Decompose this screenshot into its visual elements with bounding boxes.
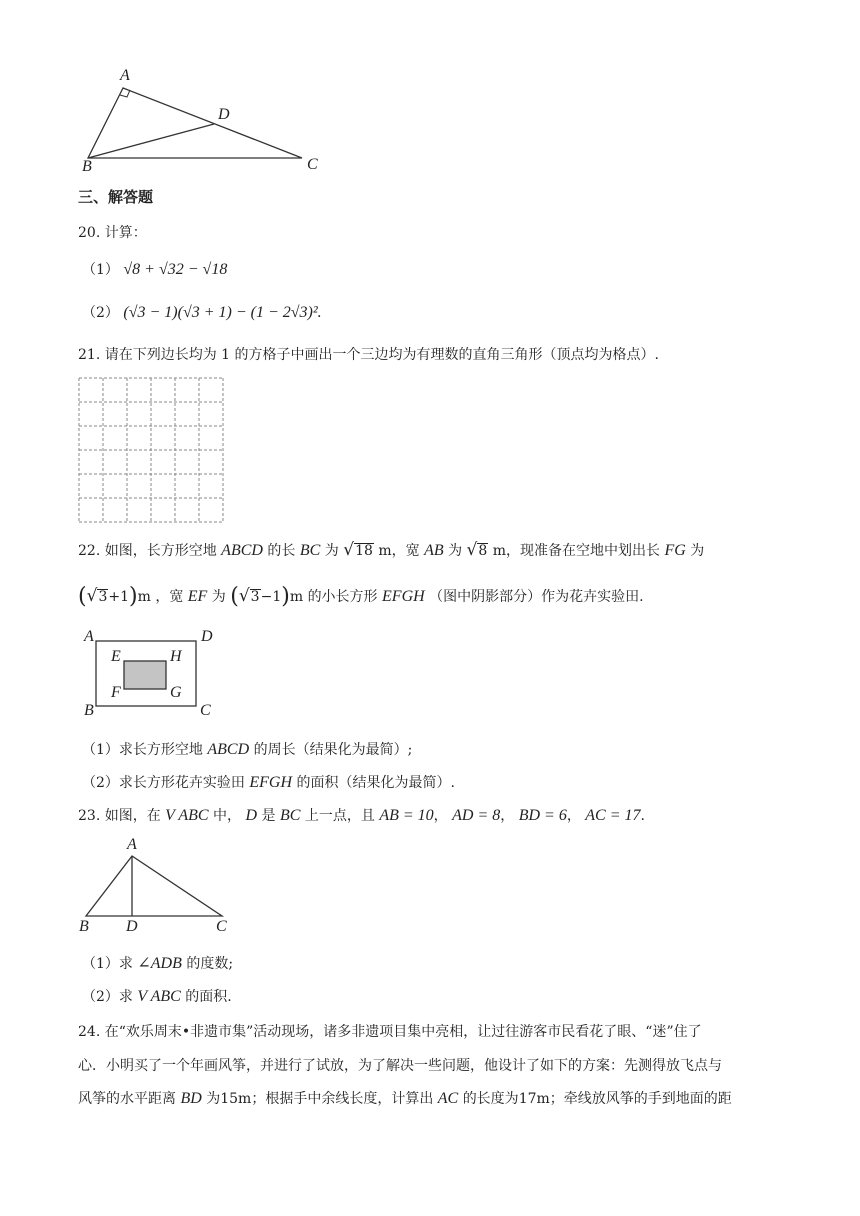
q22-label-h: H [170, 648, 182, 665]
q22-part1-label: （1）求长方形空地 [82, 742, 203, 758]
q23-part1 [82, 953, 233, 973]
q20-part1 [82, 259, 227, 279]
q20-stem: 20. 计算： [78, 225, 147, 241]
q23-bd-eq: BD = 6 [518, 807, 567, 824]
q22-unit: m [289, 589, 304, 605]
q22-abcd: ABCD [221, 542, 263, 559]
q23-part2-tail: 的面积. [185, 989, 232, 1005]
q22-text: 22. 如图，长方形空地 [78, 543, 217, 559]
q22-ab: AB [424, 542, 444, 559]
q24-17m: 17m [518, 1091, 550, 1107]
q22-line1: 22. 如图，长方形空地 ABCD 的长 BC 为 √18 m，宽 AB 为 √8 m，现准备在空地中划出长 FG 为 [78, 540, 705, 560]
q24-line3 [78, 1088, 732, 1108]
q23-text: 上一点，且 [304, 808, 375, 824]
q22-text: −1 [260, 589, 282, 605]
q24-text: ；根据手中余线长度，计算出 [251, 1091, 434, 1107]
q20-part2-expr: (√3 − 1)(√3 + 1) − (1 − 2√3)². [123, 304, 322, 321]
q22-text: ，现准备在空地中划出长 [506, 543, 661, 559]
q21-text: 21. 请在下列边长均为 1 的方格子中画出一个三边均为有理数的直角三角形（顶点均为格点）. [78, 347, 659, 363]
q20-part1-label: （1） [82, 262, 119, 278]
q22-label-c: C [200, 702, 211, 719]
q22-label-b: B [84, 702, 94, 719]
q22-text: 为 [448, 543, 463, 559]
q23-part2-triangle: V ABC [137, 988, 181, 1005]
q22-part2-efgh: EFGH [249, 774, 293, 791]
q22-part2-label: （2）求长方形花卉实验田 [82, 775, 245, 791]
q23-d: D [245, 807, 258, 824]
q23-triangle: V ABC [165, 807, 209, 824]
q23-text: 23. 如图，在 [78, 808, 161, 824]
q23-part2-label: （2）求 [82, 989, 133, 1005]
q22-text: 为 [211, 589, 226, 605]
q23-text: 是 [261, 808, 276, 824]
q23-ad-eq: AD = 8 [452, 807, 501, 824]
q23-text: 中， [213, 808, 242, 824]
q23-label-a: A [127, 836, 137, 853]
q23-ac-eq: AC = 17 [585, 807, 641, 824]
q24-bd: BD [180, 1090, 202, 1107]
q22-text: +1 [108, 589, 129, 605]
q22-label-a: A [84, 628, 94, 645]
q23-label-d: D [126, 918, 138, 935]
q23-stem: 23. 如图，在 V ABC 中， D 是 BC 上一点，且 AB = 10， AD = 8， BD = 6， AC = 17. [78, 807, 645, 824]
top-label-b: B [82, 158, 92, 175]
q22-unit: m [137, 589, 151, 605]
q24-line2: 心．小明买了一个年画风筝，并进行了试放，为了解决一些问题，他设计了如下的方案：先测得放飞点与 [78, 1058, 722, 1074]
top-triangle-figure [0, 0, 860, 180]
q22-text: 的长 [267, 543, 296, 559]
q24-line1: 24. 在“欢乐周末•非遗市集”活动现场，诸多非遗项目集中亮相，让过往游客市民看花了眼、“迷”住了 [78, 1024, 702, 1040]
section-title: 三、解答题 [78, 188, 154, 206]
q22-text: 为 [690, 543, 705, 559]
q20-part2 [82, 302, 322, 322]
q22-sqrt18: 18 [355, 543, 373, 559]
q22-sqrt3: 3 [98, 589, 108, 605]
q22-sqrt8: 8 [478, 543, 488, 559]
q22-label-d: D [201, 628, 213, 645]
top-label-d: D [218, 106, 230, 123]
q22-part1-abcd: ABCD [207, 741, 250, 758]
q21-dashed-grid [78, 377, 228, 527]
q23-bc: BC [279, 807, 301, 824]
q22-text: ，宽 [391, 543, 420, 559]
q22-text: （图中阴影部分）作为花卉实验田. [429, 589, 644, 605]
q22-part2-tail: 的面积（结果化为最简）. [296, 775, 455, 791]
q24-15m: 15m [220, 1091, 252, 1107]
q23-part1-angle: ∠ADB [137, 955, 182, 972]
q22-label-g: G [170, 684, 182, 701]
q23-part1-label: （1）求 [82, 956, 133, 972]
top-label-a: A [120, 67, 130, 84]
q23-label-c: C [216, 918, 227, 935]
q20-part1-expr: √8 + √32 − √18 [123, 261, 228, 278]
q23-part1-tail: 的度数; [186, 956, 234, 972]
q22-text: 的小长方形 [307, 589, 378, 605]
q22-part2 [82, 772, 455, 792]
q23-part2 [82, 986, 232, 1006]
q23-ab-eq: AB = 10 [379, 807, 434, 824]
q22-ef: EF [187, 588, 208, 605]
q22-text: 为 [324, 543, 339, 559]
q22-text: ，宽 [155, 589, 184, 605]
q24-ac: AC [437, 1090, 459, 1107]
q24-text: ；牵线放风筝的手到地面的距 [549, 1091, 732, 1107]
q22-unit: m [492, 543, 507, 559]
q22-part1-tail: 的周长（结果化为最简）; [253, 742, 413, 758]
q22-fg: FG [664, 542, 686, 559]
q22-efgh: EFGH [382, 588, 425, 605]
q22-bc: BC [299, 542, 321, 559]
q23-label-b: B [79, 918, 89, 935]
q24-text: 为 [206, 1091, 221, 1107]
q22-part1 [82, 739, 412, 759]
q22-sqrt3: 3 [250, 589, 260, 605]
q24-text: 风筝的水平距离 [78, 1091, 176, 1107]
q22-line2: (√3+1)m ，宽 EF 为 (√3−1)m 的小长方形 EFGH （图中阴影部分）作为花卉实验田. [78, 584, 644, 609]
q20-part2-label: （2） [82, 305, 119, 321]
q22-label-e: E [111, 648, 121, 665]
q24-text: 的长度为 [462, 1091, 519, 1107]
q22-unit: m [378, 543, 392, 559]
top-label-c: C [307, 156, 318, 173]
q22-label-f: F [111, 684, 121, 701]
